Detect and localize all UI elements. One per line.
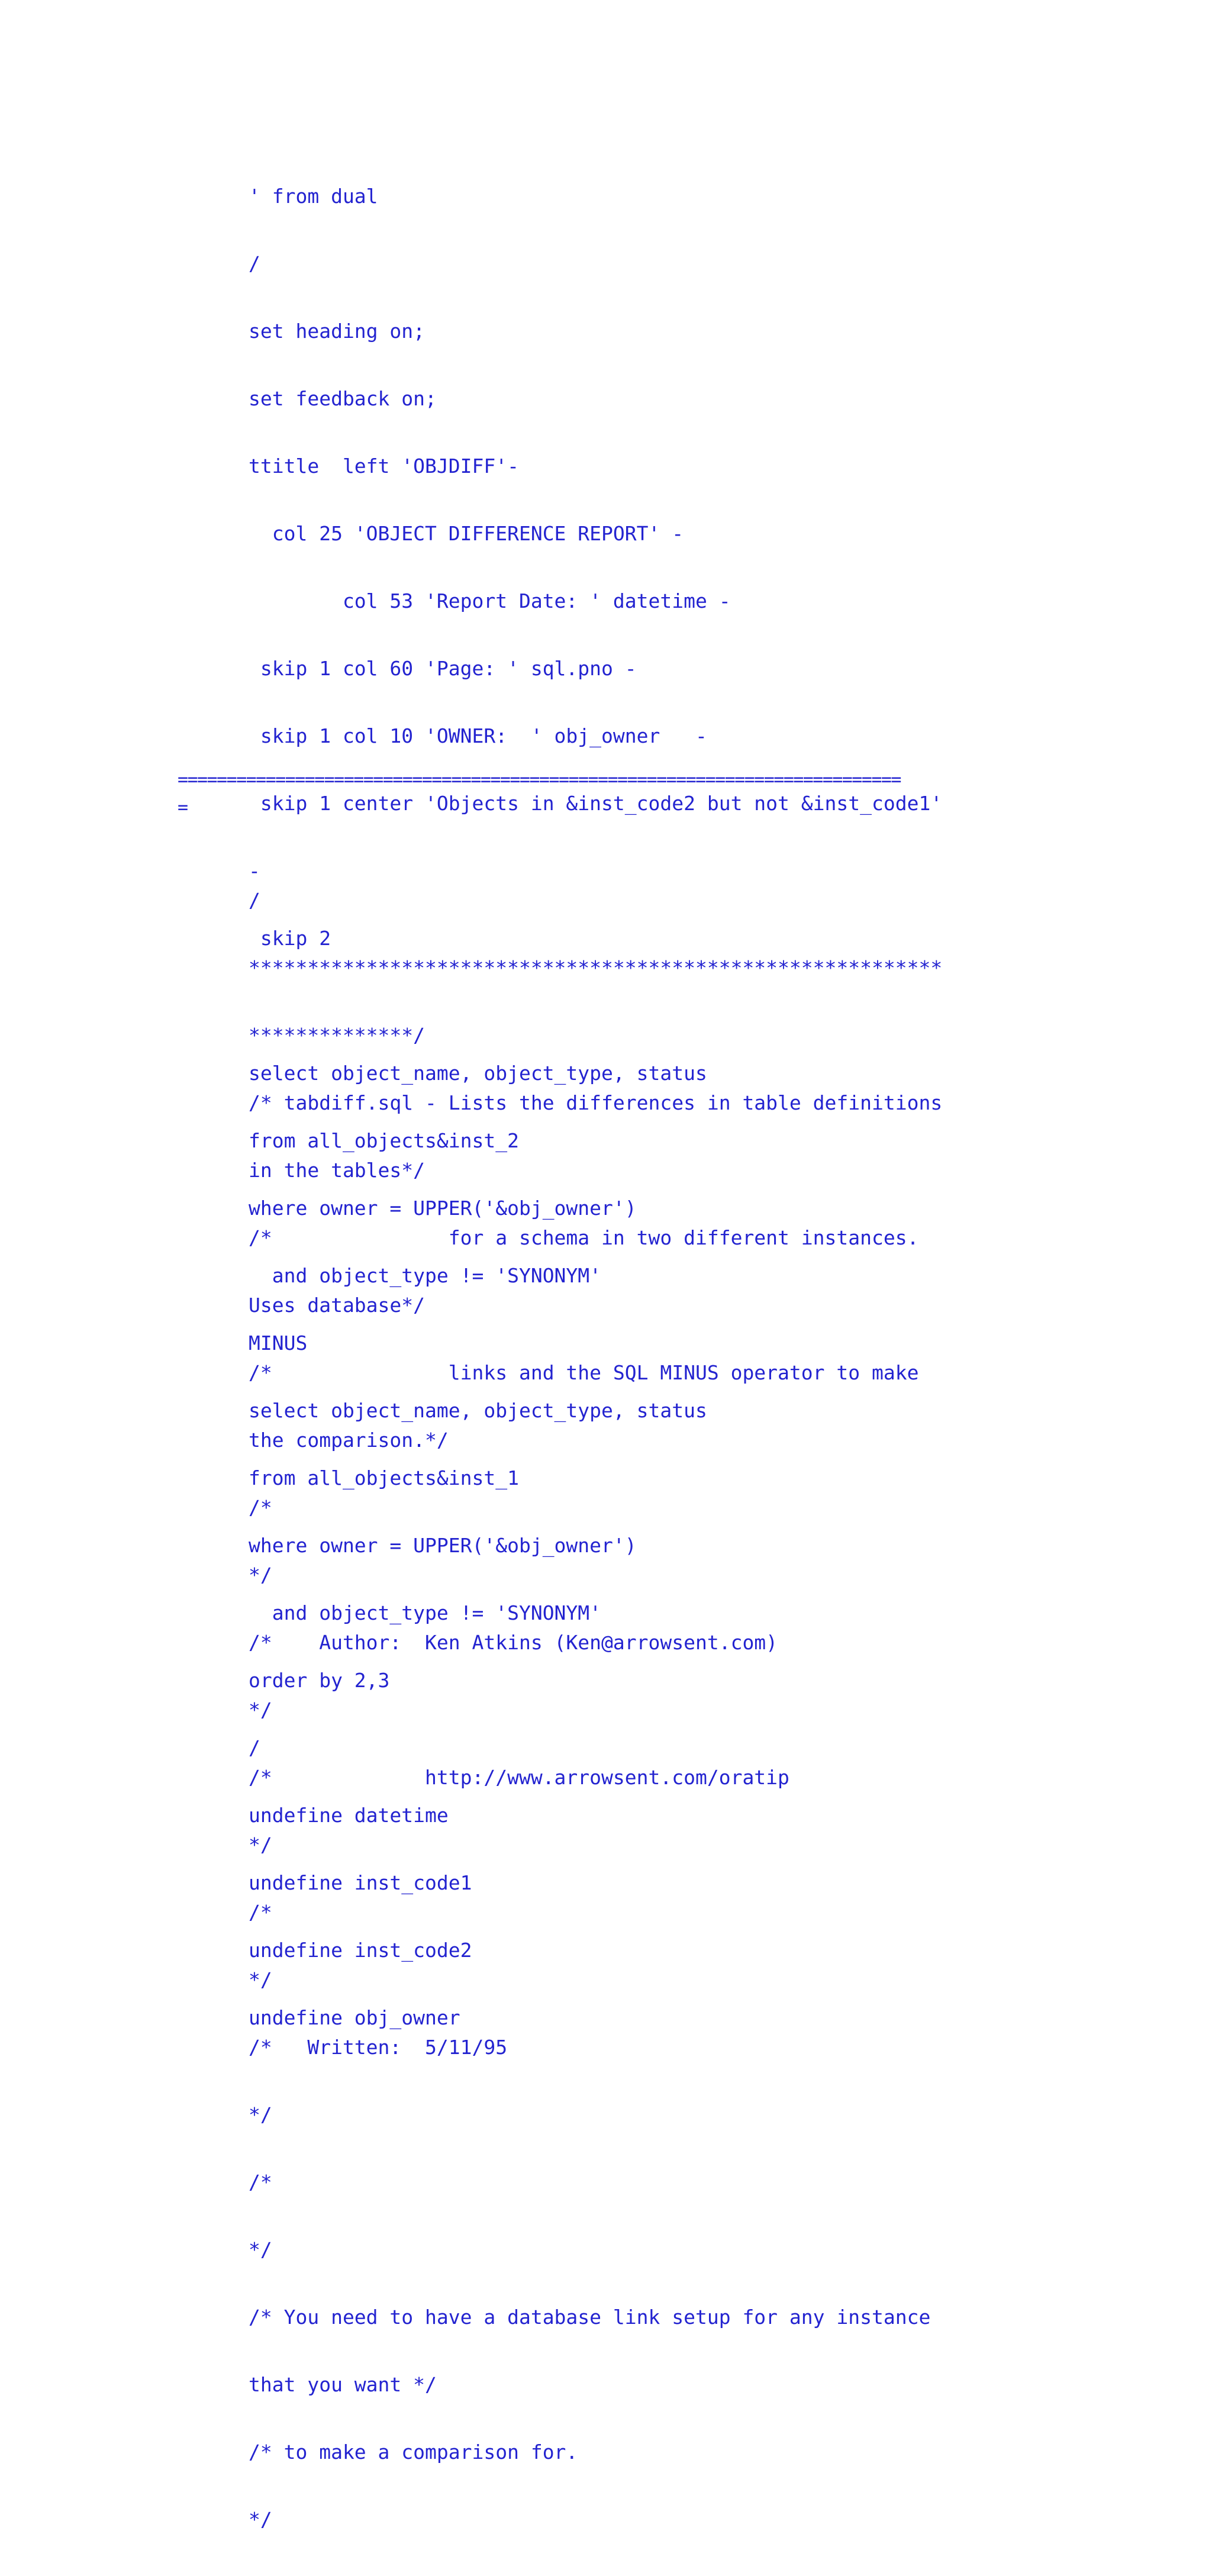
code-line: /* http://www.arrowsent.com/oratip: [249, 1766, 789, 1789]
code-line: /* tabdiff.sql - Lists the differences in table definitions: [249, 1091, 943, 1114]
code-line: /* to make a comparison for.: [249, 2440, 578, 2464]
code-line: skip 2: [249, 927, 331, 950]
code-line: */: [249, 1968, 272, 1991]
code-line: skip 1 center 'Objects in &inst_code2 but not &inst_code1': [249, 792, 943, 815]
code-line: col 25 'OBJECT DIFFERENCE REPORT' -: [249, 522, 684, 545]
code-line: where owner = UPPER('&obj_owner'): [249, 1197, 637, 1220]
code-line: order by 2,3: [249, 1669, 390, 1692]
code-line: MINUS: [249, 1331, 308, 1355]
code-line: /*: [249, 1496, 272, 1519]
code-line: col 53 'Report Date: ' datetime -: [249, 589, 731, 612]
code-line: /: [249, 252, 260, 275]
code-line: undefine inst_code1: [249, 1871, 472, 1894]
code-line: */: [249, 1698, 272, 1721]
code-line: **************/: [249, 1024, 426, 1047]
code-line: /* links and the SQL MINUS operator to make: [249, 1361, 919, 1384]
code-line: undefine obj_owner: [249, 2006, 460, 2029]
code-line: -: [249, 859, 260, 882]
code-line: and object_type != 'SYNONYM': [249, 1264, 602, 1287]
code-line: */: [249, 1833, 272, 1856]
code-line: ttitle left 'OBJDIFF'-: [249, 454, 519, 478]
code-line: */: [249, 1563, 272, 1587]
code-line: set heading on;: [249, 320, 426, 343]
separator-line: ==========================================================================: [178, 769, 901, 790]
code-line: select object_name, object_type, status: [249, 1399, 707, 1422]
code-line: /*: [249, 2171, 272, 2194]
code-line: where owner = UPPER('&obj_owner'): [249, 1534, 637, 1557]
code-line: in the tables*/: [249, 1159, 426, 1182]
code-line: /*: [249, 1901, 272, 1924]
code-line: skip 1 col 10 'OWNER: ' obj_owner -: [249, 724, 707, 747]
code-line: that you want */: [249, 2373, 437, 2396]
code-line: /* for a schema in two different instances.: [249, 1226, 919, 1249]
sql-code-block-bottom: [249, 844, 942, 2576]
code-line: /* You need to have a database link setup for any instance: [249, 2306, 931, 2329]
code-line: /* Written: 5/11/95: [249, 2036, 508, 2059]
code-line: from all_objects&inst_2: [249, 1129, 519, 1152]
code-line: and object_type != 'SYNONYM': [249, 1601, 602, 1624]
code-line: /: [249, 889, 260, 912]
code-line: ***********************************************************: [249, 956, 943, 979]
code-line: skip 1 col 60 'Page: ' sql.pno -: [249, 657, 637, 680]
code-line: the comparison.*/: [249, 1429, 449, 1452]
separator-tail: =: [178, 797, 189, 818]
code-line: undefine datetime: [249, 1804, 449, 1827]
code-line: /* Author: Ken Atkins (Ken@arrowsent.com): [249, 1631, 778, 1654]
code-line: set feedback on;: [249, 387, 437, 410]
code-line: from all_objects&inst_1: [249, 1466, 519, 1489]
code-line: /: [249, 1736, 260, 1759]
code-line: Uses database*/: [249, 1294, 426, 1317]
code-line: undefine inst_code2: [249, 1939, 472, 1962]
code-line: */: [249, 2508, 272, 2531]
code-line: */: [249, 2103, 272, 2126]
code-line: */: [249, 2238, 272, 2261]
code-line: ' from dual: [249, 185, 378, 208]
code-line: select object_name, object_type, status: [249, 1062, 707, 1085]
